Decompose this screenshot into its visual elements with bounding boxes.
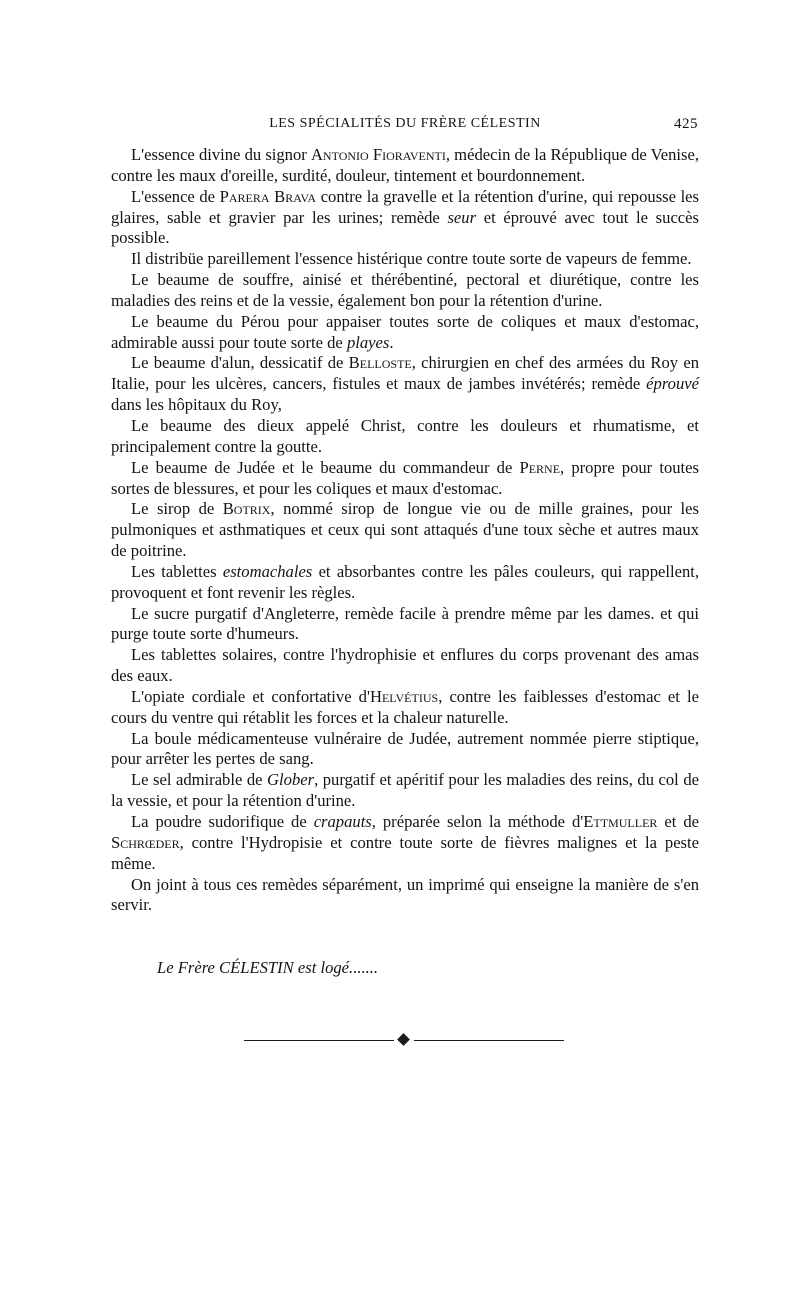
rule-right xyxy=(414,1040,564,1041)
italic-word: seur xyxy=(447,207,477,227)
paragraph xyxy=(111,729,699,771)
paragraph xyxy=(111,499,699,562)
italic-word: Glober xyxy=(267,770,315,790)
paragraph xyxy=(111,812,699,875)
text-run: et de xyxy=(657,812,699,831)
text-run: L'essence divine du signor xyxy=(131,145,311,164)
small-caps-name: Parera Brava xyxy=(219,186,317,206)
text-run: , préparée selon la méthode d' xyxy=(371,812,584,831)
small-caps-name: Botrix xyxy=(222,499,271,519)
paragraph xyxy=(111,312,699,354)
text-run: La boule médicamenteuse vulnéraire de Judée, autrement nommée pierre stiptique, pour arrêter les pertes de sang. xyxy=(111,728,699,769)
text-run: , propre pour toutes sortes de blessures, et pour les coliques et maux d'estomac. xyxy=(111,457,699,498)
paragraph xyxy=(111,687,699,729)
text-run: Le beaume du Pérou pour appaiser toutes sorte de coliques et maux d'estomac, admirable aussi pour toute sorte de xyxy=(111,311,699,352)
text-run: La poudre sudorifique de xyxy=(131,812,314,831)
small-caps-name: Antonio Fioraventi xyxy=(310,145,446,164)
text-run: , chirurgien en chef des armées du Roy en Italie, pour les ulcères, cancers, fistules et maux de jambes invétérés; remède xyxy=(111,353,699,394)
small-caps-name: Ettmuller xyxy=(583,812,658,831)
running-title: LES SPÉCIALITÉS DU FRÈRE CÉLESTIN xyxy=(269,116,541,131)
diamond-ornament-icon xyxy=(397,1033,410,1046)
small-caps-name: Belloste xyxy=(348,353,412,373)
paragraph xyxy=(111,270,699,312)
text-run: et éprouvé avec tout le succès possible. xyxy=(111,207,699,248)
running-head xyxy=(112,116,698,136)
text-run: . xyxy=(389,332,394,352)
text-run: Il distribüe pareillement l'essence histérique contre toute sorte de vapeurs de femme. xyxy=(131,249,692,269)
paragraph xyxy=(111,187,699,250)
text-run: Le beaume de souffre, ainisé et thérébentiné, pectoral et diurétique, contre les maladies des reins et de la vessie, également bon pour la rétention d'urine. xyxy=(111,270,699,310)
italic-word: estomachales xyxy=(222,561,313,581)
paragraph xyxy=(111,604,699,646)
italic-word: playes xyxy=(346,332,390,352)
ornamental-rule xyxy=(244,1033,564,1047)
paragraph xyxy=(111,770,699,812)
text-run: Le sirop de xyxy=(131,499,223,519)
page-number: 425 xyxy=(674,116,698,132)
paragraph xyxy=(111,875,699,917)
text-run: Le beaume des dieux appelé Christ, contre les douleurs et rhumatisme, et principalement contre la goutte. xyxy=(111,415,699,456)
italic-word: crapauts xyxy=(313,812,372,831)
small-caps-name: Schrœder xyxy=(111,832,180,852)
paragraph xyxy=(111,249,699,270)
text-run: , contre les faiblesses d'estomac et le cours du ventre qui rétablit les forces et la chaleur naturelle. xyxy=(111,686,699,727)
text-run: Les tablettes xyxy=(131,561,223,581)
closing-line: Le Frère CÉLESTIN est logé....... xyxy=(157,958,379,977)
small-caps-name: Perne xyxy=(519,457,561,477)
text-run: et absorbantes contre les pâles couleurs, qui rappellent, provoquent et font revenir les règles. xyxy=(111,561,700,602)
text-run: On joint à tous ces remèdes séparément, un imprimé qui enseigne la manière de s'en servir. xyxy=(111,874,699,915)
paragraph xyxy=(111,416,699,458)
paragraph xyxy=(111,353,699,416)
text-run: contre la gravelle et la rétention d'urine, qui repousse les glaires, sable et gravier par les urines; remède xyxy=(111,186,699,227)
paragraph xyxy=(111,645,699,687)
text-run: Le beaume d'alun, dessicatif de xyxy=(131,353,349,373)
text-run: Le sel admirable de xyxy=(131,770,268,790)
text-run: Le sucre purgatif d'Angleterre, remède facile à prendre même par les dames. et qui purge toute sorte d'humeurs. xyxy=(111,603,699,644)
text-run: dans les hôpitaux du Roy, xyxy=(111,395,282,415)
text-run: , purgatif et apéritif pour les maladies des reins, du col de la vessie, et pour la rétention d'urine. xyxy=(111,770,699,811)
paragraph xyxy=(111,458,699,500)
text-run: , médecin de la République de Venise, contre les maux d'oreille, surdité, douleur, tintement et bourdonnement. xyxy=(111,145,700,185)
italic-word: éprouvé xyxy=(646,374,699,394)
text-run: L'essence de xyxy=(131,186,220,206)
paragraph xyxy=(111,562,699,604)
rule-left xyxy=(244,1040,394,1041)
small-caps-name: Helvétius xyxy=(369,686,439,706)
text-run: , nommé sirop de longue vie ou de mille graines, pour les pulmoniques et asthmatiques et ceux qui sont attaqués d'une toux sèche et autres maux de poitrine. xyxy=(111,499,699,561)
paragraph xyxy=(111,145,699,187)
text-run: Le beaume de Judée et le beaume du commandeur de xyxy=(131,457,520,477)
text-run: L'opiate cordiale et confortative d' xyxy=(131,686,370,706)
text-run: Les tablettes solaires, contre l'hydrophisie et enflures du corps provenant des amas des eaux. xyxy=(111,645,699,686)
text-run: , contre l'Hydropisie et contre toute sorte de fièvres malignes et la peste même. xyxy=(111,832,699,873)
body-text xyxy=(111,145,699,916)
